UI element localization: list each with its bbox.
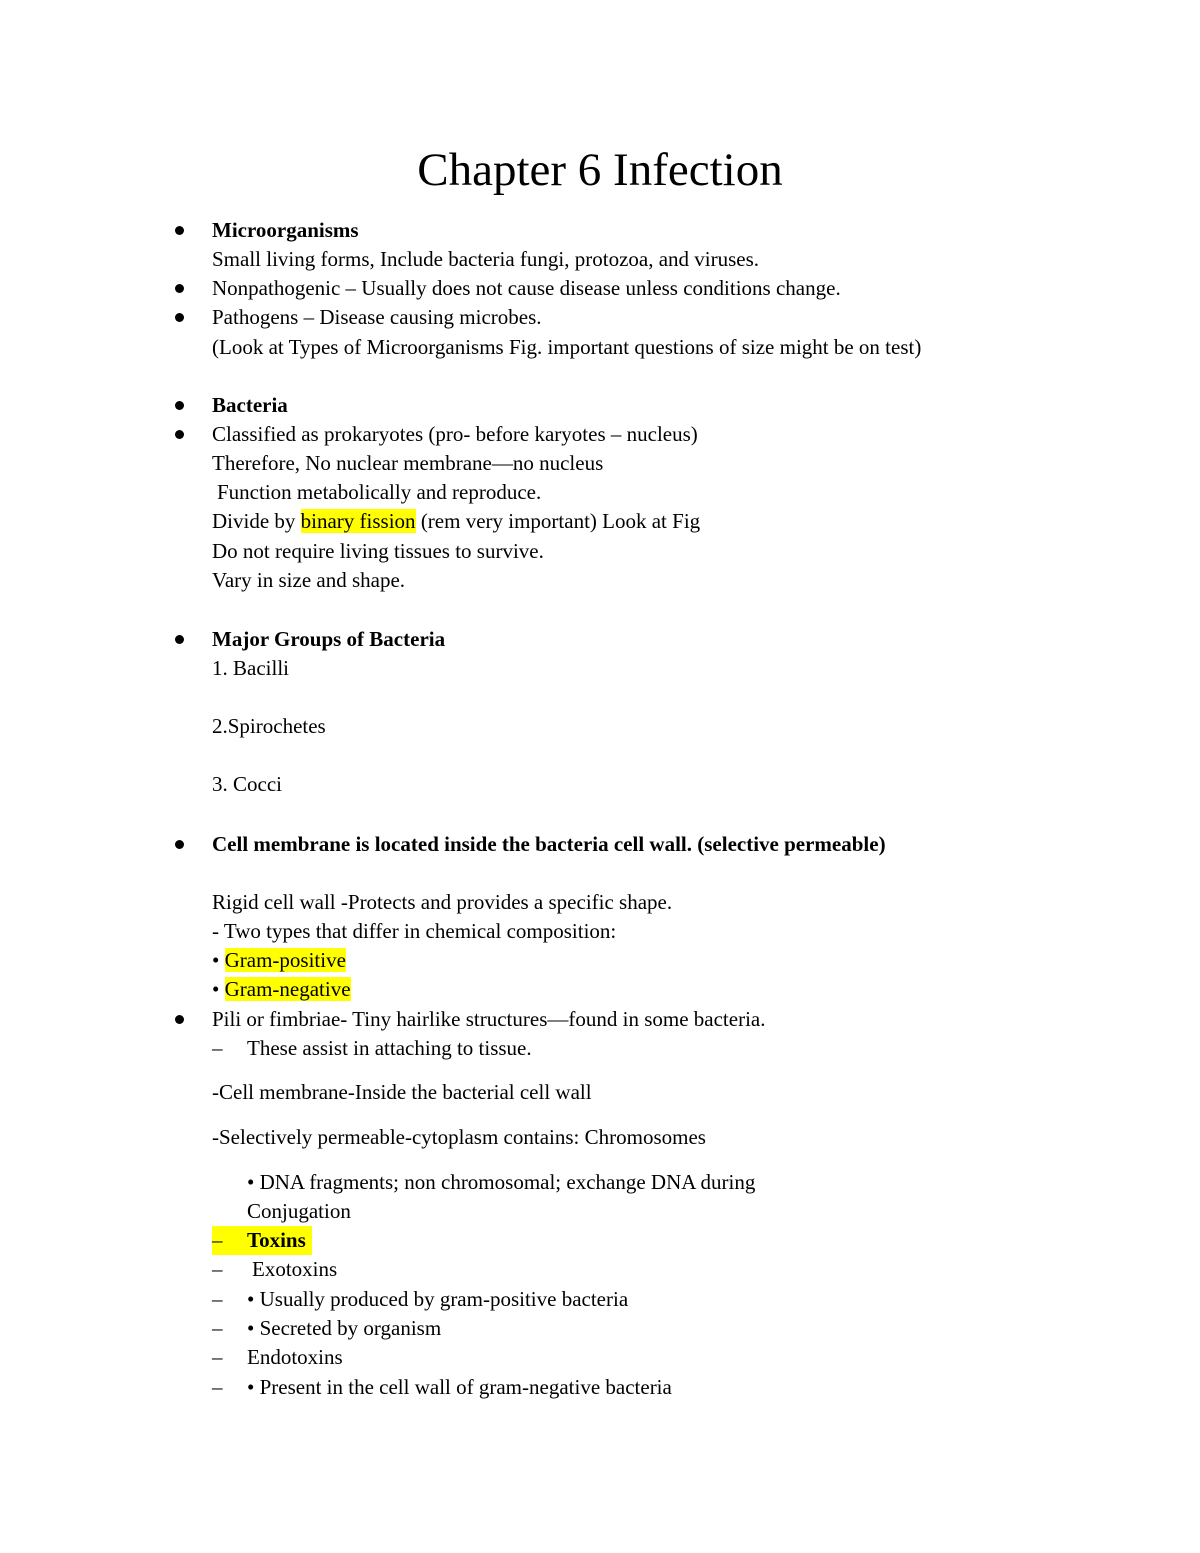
text-line: [212, 946, 346, 975]
text-line: Conjugation: [247, 1199, 351, 1223]
heading-major-groups: Major Groups of Bacteria: [212, 627, 446, 651]
highlighted-text: Gram-negative: [224, 977, 351, 1001]
text-line: • Secreted by organism: [247, 1316, 442, 1340]
bullet-icon: [175, 401, 184, 410]
text-line: -Selectively permeable-cytoplasm contains: Chromosomes: [212, 1125, 706, 1149]
list-item: 3. Cocci: [212, 772, 282, 796]
text-line: Nonpathogenic – Usually does not cause disease unless conditions change.: [212, 276, 841, 300]
text-line: Function metabolically and reproduce.: [217, 480, 542, 504]
text-line: Small living forms, Include bacteria fungi, protozoa, and viruses.: [212, 247, 760, 271]
text-line: • DNA fragments; non chromosomal; exchange DNA during: [247, 1170, 756, 1194]
text-line: -Cell membrane-Inside the bacterial cell wall: [212, 1080, 592, 1104]
text-line: • Present in the cell wall of gram-negative bacteria: [247, 1375, 672, 1399]
highlighted-text: binary fission: [300, 509, 416, 533]
dash-marker: –: [212, 1316, 223, 1340]
heading-cell-membrane: Cell membrane is located inside the bacteria cell wall. (selective permeable): [212, 832, 886, 856]
text-line: [212, 507, 700, 536]
list-item: 2.Spirochetes: [212, 714, 326, 738]
dash-marker: –: [212, 1345, 223, 1369]
bullet-icon: [175, 1015, 184, 1024]
text-line: Pathogens – Disease causing microbes.: [212, 305, 542, 329]
heading-bacteria: Bacteria: [212, 393, 288, 417]
highlighted-text: Gram-positive: [224, 948, 346, 972]
bullet-icon: [175, 313, 184, 322]
heading-microorganisms: Microorganisms: [212, 218, 359, 242]
text-line: Do not require living tissues to survive.: [212, 539, 544, 563]
dash-marker: –: [212, 1036, 223, 1060]
dash-marker: –: [212, 1257, 223, 1281]
bullet-icon: [175, 635, 184, 644]
text-line: Exotoxins: [252, 1257, 338, 1281]
text-line: Endotoxins: [247, 1345, 343, 1369]
text-line: • Usually produced by gram-positive bacteria: [247, 1287, 629, 1311]
text-run: •: [212, 977, 225, 1001]
text-run: (rem very important) Look at Fig: [415, 509, 701, 533]
dash-text: –: [212, 1228, 223, 1252]
text-line: [212, 975, 351, 1004]
page-title: Chapter 6 Infection: [417, 144, 783, 196]
bullet-icon: [175, 284, 184, 293]
toxins-heading: Toxins: [247, 1226, 306, 1255]
text-line: - Two types that differ in chemical composition:: [212, 919, 617, 943]
text-line: (Look at Types of Microorganisms Fig. important questions of size might be on test): [212, 335, 922, 359]
dash-marker: –: [212, 1287, 223, 1311]
text-line: Classified as prokaryotes (pro- before karyotes – nucleus): [212, 422, 698, 446]
bullet-icon: [175, 226, 184, 235]
text-line: Vary in size and shape.: [212, 568, 406, 592]
text-line: Pili or fimbriae- Tiny hairlike structures—found in some bacteria.: [212, 1007, 766, 1031]
text-line: These assist in attaching to tissue.: [247, 1036, 532, 1060]
bullet-icon: [175, 430, 184, 439]
list-item: 1. Bacilli: [212, 656, 289, 680]
bullet-icon: [175, 840, 184, 849]
text-run: Divide by: [212, 509, 301, 533]
text-run: •: [212, 948, 225, 972]
text-line: Rigid cell wall -Protects and provides a specific shape.: [212, 890, 673, 914]
dash-marker: –: [212, 1375, 223, 1399]
text-line: Therefore, No nuclear membrane—no nucleus: [212, 451, 604, 475]
